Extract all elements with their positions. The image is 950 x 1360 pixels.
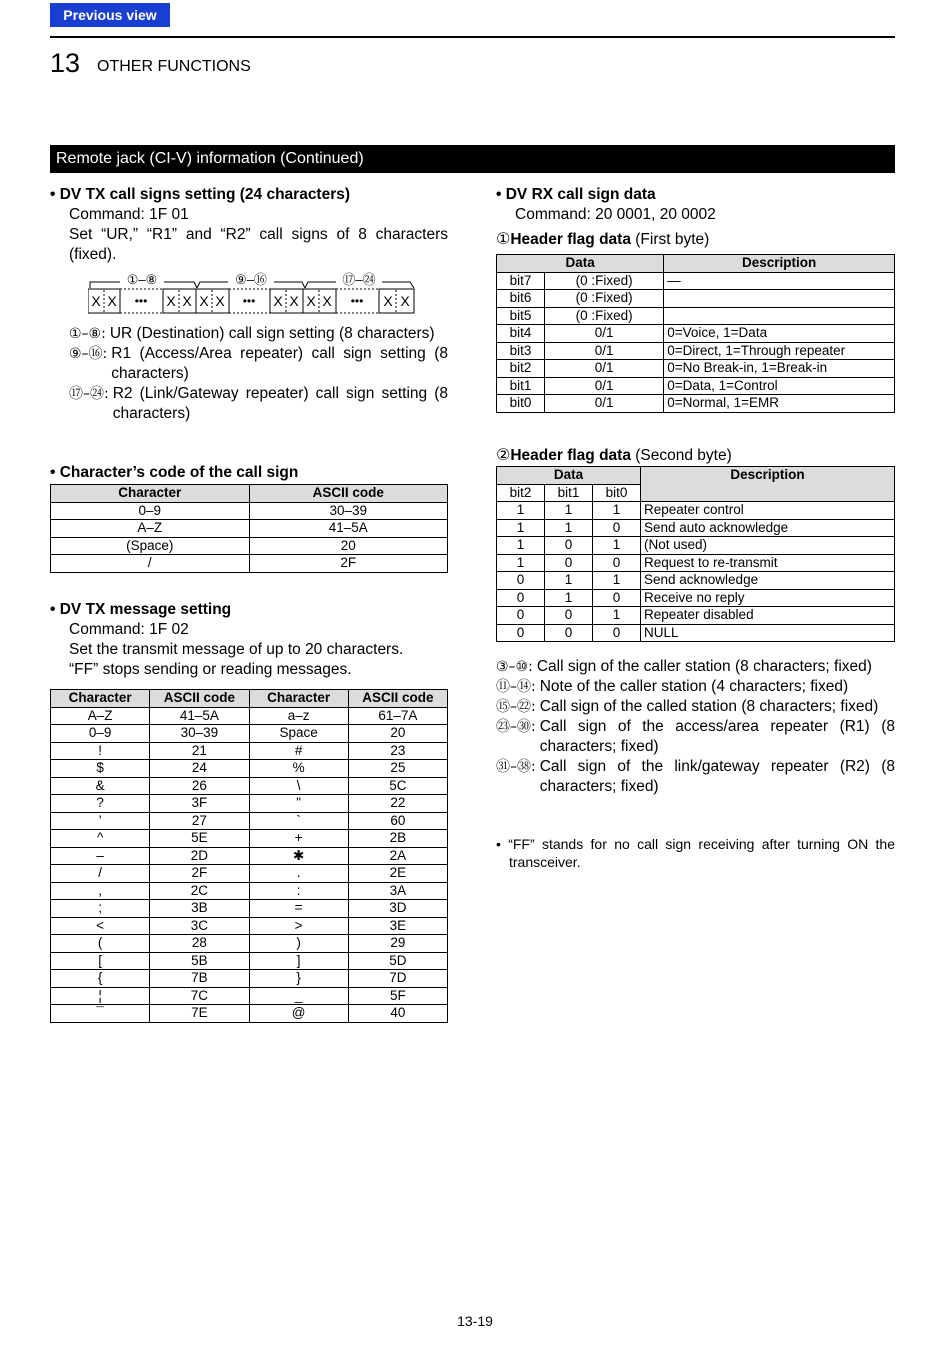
item-text: R1 (Access/Area repeater) call sign setting (8 characters)	[111, 345, 448, 382]
diagram-cell: X	[166, 293, 176, 309]
tx-callsign-heading: • DV TX call signs setting (24 characters)	[50, 186, 351, 203]
note-text: • “FF” stands for no call sign receiving after turning ON the transceiver.	[496, 836, 895, 870]
column-header: Description	[664, 255, 895, 273]
table-cell: 0	[545, 537, 593, 555]
table-row	[497, 502, 895, 520]
header-flag-2-title	[496, 445, 895, 466]
item-key: ①–⑧:	[69, 326, 106, 342]
table-cell: 0	[593, 519, 641, 537]
table-row	[51, 742, 448, 760]
table-cell: 1	[593, 537, 641, 555]
item-text: Call sign of the called station (8 characters; fixed)	[539, 698, 879, 715]
table-cell: 24	[150, 760, 249, 778]
table-cell: ]	[249, 952, 348, 970]
previous-view-button[interactable]: Previous view	[50, 3, 170, 27]
char-code-heading: • Character’s code of the call sign	[50, 464, 299, 481]
rx-callsign-heading: • DV RX call sign data	[496, 186, 656, 203]
char-code-table	[50, 484, 448, 573]
tx-message-desc: Set the transmit message of up to 20 characters.	[69, 641, 404, 658]
table-cell: 2D	[150, 847, 249, 865]
table-cell: 0=Direct, 1=Through repeater	[664, 342, 895, 360]
table-cell: 1	[593, 607, 641, 625]
table-row	[497, 537, 895, 555]
table-cell: 1	[545, 572, 593, 590]
table-cell: 0/1	[545, 395, 664, 413]
table-cell: 3E	[348, 917, 447, 935]
list-item	[50, 384, 448, 424]
table-cell: —	[664, 272, 895, 290]
sub-header: bit2	[497, 484, 545, 502]
table-row	[51, 1005, 448, 1023]
table-cell: A–Z	[51, 707, 150, 725]
table-cell: 3B	[150, 900, 249, 918]
item-key: ⑮–㉒:	[496, 699, 536, 715]
table-cell: bit3	[497, 342, 545, 360]
section-title: Remote jack (CI-V) information (Continued)	[50, 145, 895, 173]
header-flag-2-num: ②	[496, 445, 511, 464]
rx-callsign-command: Command: 20 0001, 20 0002	[515, 206, 716, 223]
column-header: ASCII code	[150, 690, 249, 708]
item-key: ㉓–㉚:	[496, 719, 536, 735]
table-cell: 7C	[150, 987, 249, 1005]
page-number: 13-19	[457, 1313, 493, 1329]
header-flag-1-heading: Header flag data	[510, 231, 631, 248]
table-cell: Repeater disabled	[641, 607, 895, 625]
table-cell: 0=Data, 1=Control	[664, 377, 895, 395]
diagram-cell: X	[289, 293, 299, 309]
header-flag-2-heading: Header flag data	[510, 447, 631, 464]
table-cell: 1	[545, 519, 593, 537]
table-cell: )	[249, 935, 348, 953]
table-cell: =	[249, 900, 348, 918]
diagram-cell: X	[273, 293, 283, 309]
table-row	[51, 987, 448, 1005]
table-cell: 27	[150, 812, 249, 830]
tx-message-desc: “FF” stops sending or reading messages.	[69, 661, 352, 678]
table-cell: 0/1	[545, 360, 664, 378]
list-item	[50, 344, 448, 384]
item-key: ㉛–㊳:	[496, 759, 536, 775]
table-cell: 20	[249, 537, 448, 555]
column-header: Data	[497, 255, 664, 273]
tx-callsign-items	[50, 324, 448, 424]
table-cell: $	[51, 760, 150, 778]
table-cell: NULL	[641, 624, 895, 642]
diagram-group-3: ⑰–㉔	[342, 272, 376, 287]
list-item	[496, 717, 895, 757]
list-item	[496, 757, 895, 797]
table-cell: @	[249, 1005, 348, 1023]
tx-message-heading: • DV TX message setting	[50, 601, 232, 618]
table-row	[497, 342, 895, 360]
table-cell: a–z	[249, 707, 348, 725]
item-key: ⑨–⑯:	[69, 346, 108, 362]
table-row	[51, 502, 448, 520]
table-cell: Repeater control	[641, 502, 895, 520]
table-cell: 0	[497, 589, 545, 607]
table-cell: 40	[348, 1005, 447, 1023]
table-cell: 0/1	[545, 342, 664, 360]
table-cell: 0=No Break-in, 1=Break-in	[664, 360, 895, 378]
table-cell: 30–39	[249, 502, 448, 520]
item-text: Call sign of the caller station (8 characters; fixed)	[536, 658, 872, 675]
table-cell: 2A	[348, 847, 447, 865]
table-cell: ¯	[51, 1005, 150, 1023]
diagram-dots: •••	[242, 294, 256, 308]
diagram-cell: X	[91, 293, 101, 309]
table-cell: (	[51, 935, 150, 953]
table-row	[497, 272, 895, 290]
column-header: Description	[641, 467, 895, 502]
table-cell: Request to re-transmit	[641, 554, 895, 572]
table-cell: bit6	[497, 290, 545, 308]
table-cell: (Space)	[51, 537, 250, 555]
table-cell: 22	[348, 795, 447, 813]
rx-callsign-block	[496, 185, 895, 250]
table-row	[51, 812, 448, 830]
table-cell: 7E	[150, 1005, 249, 1023]
table-row	[51, 952, 448, 970]
table-cell: 0/1	[545, 377, 664, 395]
table-row	[497, 290, 895, 308]
top-rule	[50, 36, 895, 38]
table-cell: 23	[348, 742, 447, 760]
diagram-cell: X	[215, 293, 225, 309]
table-cell: ’	[51, 812, 150, 830]
table-cell: 1	[545, 502, 593, 520]
table-cell: 1	[497, 519, 545, 537]
table-cell: 3C	[150, 917, 249, 935]
rx-items	[496, 657, 895, 797]
table-cell: 0	[497, 624, 545, 642]
table-cell: /	[51, 555, 250, 573]
table-cell: 1	[497, 502, 545, 520]
table-cell: <	[51, 917, 150, 935]
tx-callsign-command: Command: 1F 01	[69, 206, 189, 223]
list-item	[496, 677, 895, 697]
table-cell: A–Z	[51, 520, 250, 538]
table-row	[497, 607, 895, 625]
table-cell: 26	[150, 777, 249, 795]
diagram-cell: X	[199, 293, 209, 309]
table-cell: 28	[150, 935, 249, 953]
list-item	[496, 657, 895, 677]
table-row	[497, 572, 895, 590]
diagram-cell: X	[306, 293, 316, 309]
chapter-title: OTHER FUNCTIONS	[97, 58, 251, 75]
table-cell: 61–7A	[348, 707, 447, 725]
diagram-cell: X	[322, 293, 332, 309]
item-text: UR (Destination) call sign setting (8 characters)	[109, 325, 435, 342]
table-cell: 2E	[348, 865, 447, 883]
table-cell	[664, 290, 895, 308]
table-cell: +	[249, 830, 348, 848]
table-cell: (Not used)	[641, 537, 895, 555]
table-cell: 1	[545, 589, 593, 607]
table-cell: 20	[348, 725, 447, 743]
table-cell: 2F	[249, 555, 448, 573]
table-cell: 1	[497, 554, 545, 572]
table-cell: 0=Voice, 1=Data	[664, 325, 895, 343]
table-cell: #	[249, 742, 348, 760]
table-cell: 41–5A	[150, 707, 249, 725]
item-text: R2 (Link/Gateway repeater) call sign setting (8 characters)	[112, 385, 448, 422]
table-cell: bit7	[497, 272, 545, 290]
table-row	[497, 307, 895, 325]
table-cell: Send auto acknowledge	[641, 519, 895, 537]
item-key: ⑰–㉔:	[69, 386, 109, 402]
table-cell: 30–39	[150, 725, 249, 743]
table-cell: bit2	[497, 360, 545, 378]
table-cell: 0–9	[51, 502, 250, 520]
diagram-dots: •••	[350, 294, 364, 308]
table-cell: 21	[150, 742, 249, 760]
header-flag-2-table	[496, 466, 895, 642]
table-row	[497, 325, 895, 343]
column-header: ASCII code	[249, 485, 448, 503]
table-cell: _	[249, 987, 348, 1005]
table-cell: 0	[545, 554, 593, 572]
table-cell: ^	[51, 830, 150, 848]
header-flag-1-title	[496, 229, 895, 250]
table-cell: &	[51, 777, 150, 795]
table-row	[51, 725, 448, 743]
table-cell: .	[249, 865, 348, 883]
diagram-dots: •••	[134, 294, 148, 308]
table-cell: ,	[51, 882, 150, 900]
chapter-number: 13	[50, 48, 81, 78]
table-cell: 7D	[348, 970, 447, 988]
table-cell: bit0	[497, 395, 545, 413]
table-cell: }	[249, 970, 348, 988]
ff-note	[496, 835, 895, 871]
sub-header: bit0	[593, 484, 641, 502]
table-cell: 0=Normal, 1=EMR	[664, 395, 895, 413]
table-cell: (0 :Fixed)	[545, 290, 664, 308]
table-cell: 0/1	[545, 325, 664, 343]
diagram-group-2: ⑨–⑯	[235, 272, 267, 287]
callsign-diagram	[88, 268, 418, 318]
item-text: Note of the caller station (4 characters; fixed)	[539, 678, 849, 695]
diagram-cell: X	[107, 293, 117, 309]
table-cell: bit5	[497, 307, 545, 325]
table-cell: 0	[593, 554, 641, 572]
tx-callsign-desc: Set “UR,” “R1” and “R2” call signs of 8 characters (fixed).	[69, 226, 448, 263]
tx-message-table	[50, 689, 448, 1023]
table-row	[497, 395, 895, 413]
table-cell: 0	[593, 589, 641, 607]
column-header: Character	[249, 690, 348, 708]
table-row	[497, 377, 895, 395]
table-cell: Send acknowledge	[641, 572, 895, 590]
table-cell: 1	[593, 502, 641, 520]
table-cell: !	[51, 742, 150, 760]
table-row	[51, 900, 448, 918]
table-cell: bit1	[497, 377, 545, 395]
table-cell: ?	[51, 795, 150, 813]
column-header: Character	[51, 690, 150, 708]
tx-callsign-block	[50, 185, 448, 265]
table-cell	[664, 307, 895, 325]
table-cell: ✱	[249, 847, 348, 865]
table-cell: 3F	[150, 795, 249, 813]
table-cell: bit4	[497, 325, 545, 343]
table-cell: 0–9	[51, 725, 150, 743]
table-cell: 1	[593, 572, 641, 590]
table-cell: ;	[51, 900, 150, 918]
diagram-cell: X	[383, 293, 393, 309]
table-cell: Space	[249, 725, 348, 743]
table-cell: 3A	[348, 882, 447, 900]
table-cell: ¦	[51, 987, 150, 1005]
table-cell: 0	[593, 624, 641, 642]
table-row	[497, 519, 895, 537]
diagram-cell: X	[400, 293, 410, 309]
table-row	[51, 970, 448, 988]
table-row	[51, 760, 448, 778]
table-row	[51, 830, 448, 848]
table-row	[51, 537, 448, 555]
diagram-group-1: ①–⑧	[126, 272, 158, 287]
table-cell: "	[249, 795, 348, 813]
table-row	[497, 360, 895, 378]
table-row	[51, 795, 448, 813]
table-cell: 5D	[348, 952, 447, 970]
table-row	[497, 554, 895, 572]
table-cell: 5C	[348, 777, 447, 795]
table-cell: –	[51, 847, 150, 865]
table-cell: 60	[348, 812, 447, 830]
table-row	[497, 624, 895, 642]
table-row	[497, 589, 895, 607]
header-flag-1-suffix: (First byte)	[630, 231, 710, 248]
table-cell: 5E	[150, 830, 249, 848]
table-cell: 2B	[348, 830, 447, 848]
table-cell: (0 :Fixed)	[545, 272, 664, 290]
table-cell: 2C	[150, 882, 249, 900]
item-key: ⑪–⑭:	[496, 679, 536, 695]
table-row	[51, 520, 448, 538]
table-row	[51, 935, 448, 953]
table-cell: 41–5A	[249, 520, 448, 538]
table-cell: 1	[497, 537, 545, 555]
tx-message-command: Command: 1F 02	[69, 621, 189, 638]
table-row	[51, 777, 448, 795]
header-flag-2-suffix: (Second byte)	[630, 447, 732, 464]
table-cell: 29	[348, 935, 447, 953]
diagram-cell: X	[182, 293, 192, 309]
table-cell: \	[249, 777, 348, 795]
table-cell: `	[249, 812, 348, 830]
item-text: Call sign of the access/area repeater (R1) (8 characters; fixed)	[539, 718, 895, 755]
header-flag-1-num: ①	[496, 229, 511, 248]
item-text: Call sign of the link/gateway repeater (R2) (8 characters; fixed)	[539, 758, 895, 795]
column-header: ASCII code	[348, 690, 447, 708]
table-cell: 7B	[150, 970, 249, 988]
header-flag-1-table	[496, 254, 895, 413]
column-header: Character	[51, 485, 250, 503]
table-cell: 5B	[150, 952, 249, 970]
table-cell: 25	[348, 760, 447, 778]
table-cell: [	[51, 952, 150, 970]
table-cell: 0	[497, 572, 545, 590]
item-key: ③–⑩:	[496, 659, 533, 675]
table-cell: (0 :Fixed)	[545, 307, 664, 325]
table-cell: 2F	[150, 865, 249, 883]
table-row	[51, 555, 448, 573]
table-cell: 0	[497, 607, 545, 625]
table-row	[51, 707, 448, 725]
list-item	[50, 324, 448, 344]
column-header: Data	[497, 467, 641, 485]
list-item	[496, 697, 895, 717]
table-cell: Receive no reply	[641, 589, 895, 607]
table-cell: 0	[545, 624, 593, 642]
table-cell: {	[51, 970, 150, 988]
table-cell: 5F	[348, 987, 447, 1005]
table-cell: >	[249, 917, 348, 935]
table-row	[51, 847, 448, 865]
table-cell: 0	[545, 607, 593, 625]
table-cell: 3D	[348, 900, 447, 918]
sub-header: bit1	[545, 484, 593, 502]
tx-message-block	[50, 600, 448, 680]
table-row	[51, 882, 448, 900]
table-row	[51, 865, 448, 883]
table-cell: %	[249, 760, 348, 778]
table-cell: /	[51, 865, 150, 883]
table-row	[51, 917, 448, 935]
table-cell: :	[249, 882, 348, 900]
